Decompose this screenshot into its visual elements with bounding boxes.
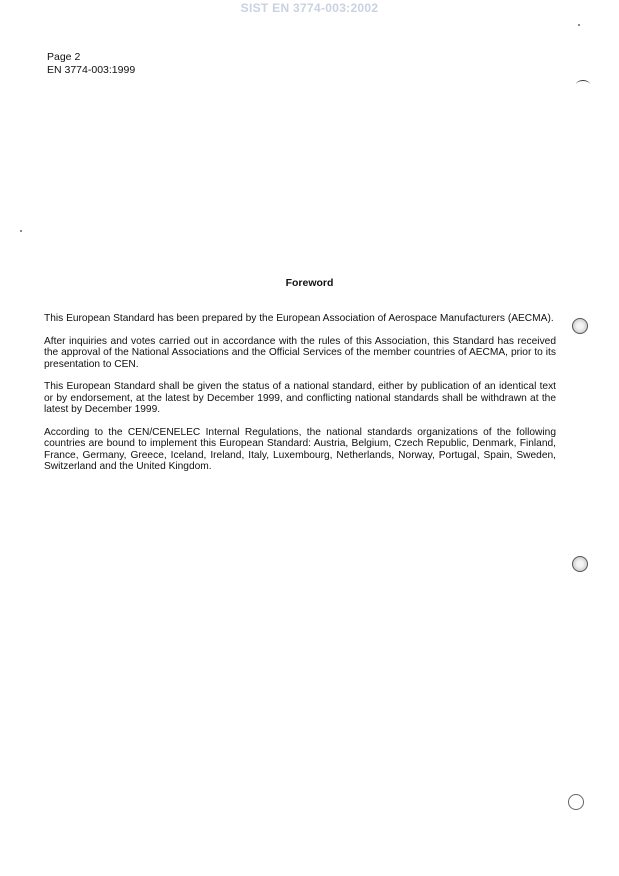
foreword-body — [44, 313, 556, 484]
foreword-paragraph: This European Standard shall be given the status of a national standard, either by publication of an identical text or by endorsement, at the latest by December 1999, and conflicting national standards shall be withdrawn at the latest by December 1999. — [44, 381, 556, 415]
document-id: EN 3774-003:1999 — [47, 64, 136, 76]
foreword-title: Foreword — [285, 277, 334, 289]
foreword-paragraph: According to the CEN/CENELEC Internal Regulations, the national standards organizations of the following countries are bound to implement this European Standard: Austria, Belgium, Czech Republic, Denmark, Finland, France, Germany, Greece, Iceland, Ireland, Italy, Luxembourg, Netherlands, Norway, Portugal, Spain, Sweden, Switzerland and the United Kingdom. — [44, 426, 556, 472]
page-number: Page 2 — [47, 51, 81, 63]
foreword-paragraph: This European Standard has been prepared by the European Association of Aerospace Manufacturers (AECMA). — [44, 313, 554, 324]
punch-hole-mark — [572, 318, 588, 334]
punch-hole-mark — [572, 556, 588, 572]
punch-hole-mark — [568, 794, 584, 810]
scan-mark — [576, 80, 590, 89]
scan-speck — [578, 24, 580, 26]
foreword-paragraph: After inquiries and votes carried out in accordance with the rules of this Association, this Standard has received the approval of the National Associations and the Official Services of the member countries of AECMA, prior to its presentation to CEN. — [44, 335, 556, 370]
watermark: SIST EN 3774-003:2002 — [240, 1, 379, 15]
page-header — [47, 51, 135, 77]
scan-speck — [20, 230, 22, 232]
